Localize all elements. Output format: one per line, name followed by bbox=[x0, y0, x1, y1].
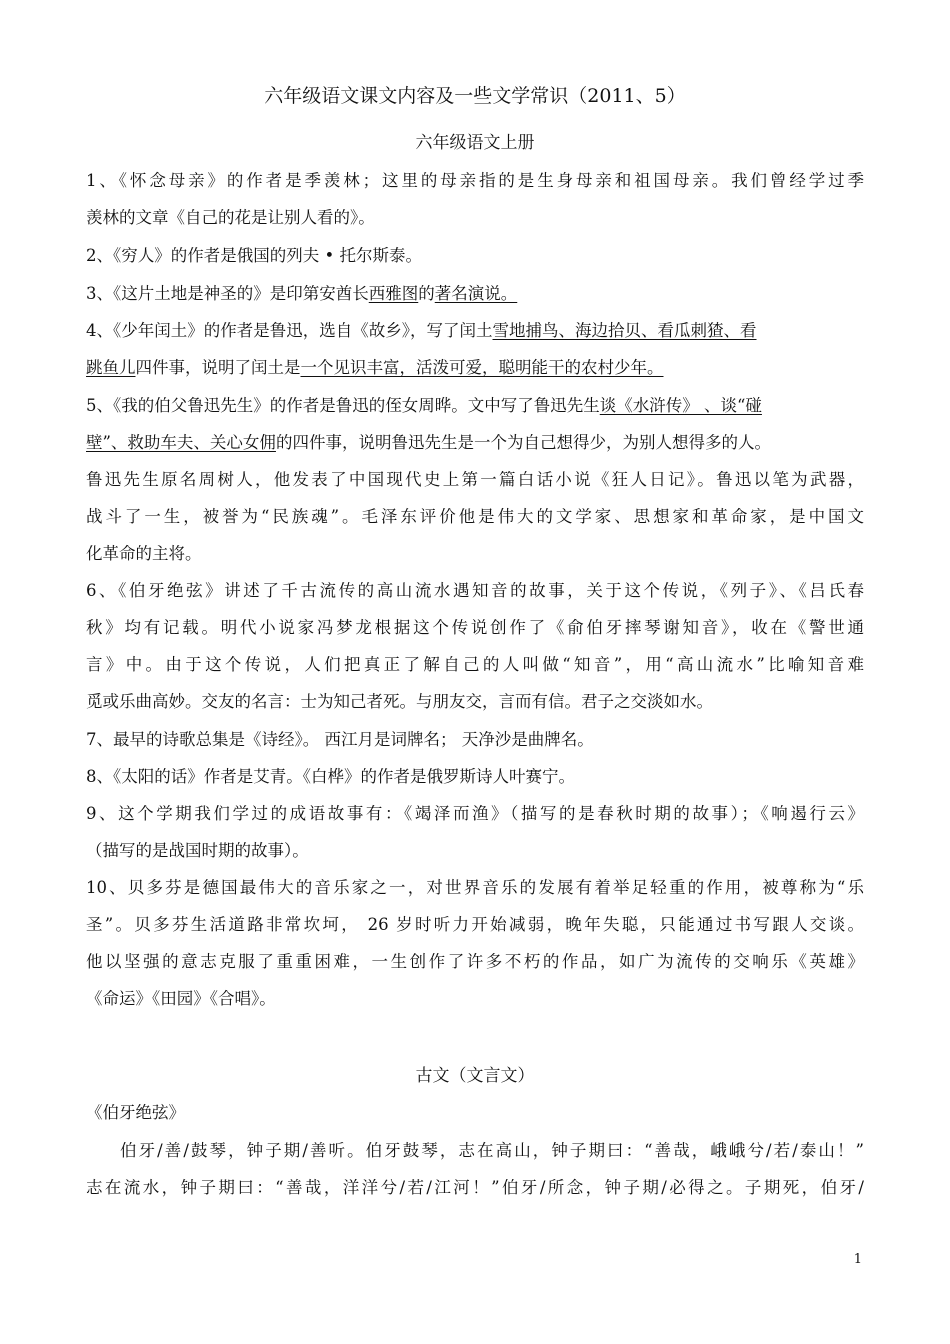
item-4-underlined-events-end: 跳鱼儿 bbox=[86, 358, 136, 377]
item-3-text-c: 的 bbox=[418, 284, 435, 303]
item-6-line-3: 言》中。由于这个传说，人们把真正了解自己的人叫做“知音”，用“高山流水”比喻知音难 bbox=[86, 655, 864, 674]
item-6-line-2: 秋》均有记载。明代小说家冯梦龙根据这个传说创作了《俞伯牙摔琴谢知音》，收在《警世通 bbox=[86, 618, 864, 637]
classical-text-line-1: 伯牙/善/鼓琴，钟子期/善听。伯牙鼓琴，志在高山，钟子期曰：“善哉，峨峨兮/若/泰山！” bbox=[120, 1141, 864, 1160]
item-9-line-1: 9、这个学期我们学过的成语故事有：《竭泽而渔》（描写的是春秋时期的故事）；《响遏行云》 bbox=[86, 804, 864, 823]
item-6-line-4: 觅或乐曲高妙。交友的名言：士为知己者死。与朋友交，言而有信。君子之交淡如水。 bbox=[86, 692, 713, 711]
item-7-line-1: 7、最早的诗歌总集是《诗经》。 西江月是词牌名； 天净沙是曲牌名。 bbox=[86, 730, 594, 749]
item-10-line-3: 他以坚强的意志克服了重重困难，一生创作了许多不朽的作品，如广为流传的交响乐《英雄》 bbox=[86, 952, 864, 971]
item-3-underlined-name: 西雅图 bbox=[368, 284, 419, 303]
item-4-text-a: 4、《少年闰土》的作者是鲁迅，选自《故乡》，写了闰土 bbox=[86, 321, 493, 340]
item-3-text-a: 3、《这片土地是神圣的》是印第安酋长 bbox=[86, 284, 369, 303]
item-3-line-1 bbox=[86, 283, 517, 305]
item-6-line-1: 6、《伯牙绝弦》讲述了千古流传的高山流水遇知音的故事，关于这个传说，《列子》、《吕氏春 bbox=[86, 581, 864, 600]
item-5-line-4: 战斗了一生，被誉为“民族魂”。毛泽东评价他是伟大的文学家、思想家和革命家，是中国文 bbox=[86, 507, 864, 526]
item-1-line-1: 1、《怀念母亲》的作者是季羡林；这里的母亲指的是生身母亲和祖国母亲。我们曾经学过季 bbox=[86, 171, 864, 190]
item-4-underlined-conclusion: 一个见识丰富，活泼可爱，聪明能干的农村少年。 bbox=[300, 358, 664, 377]
document-title: 六年级语文课文内容及一些文学常识（2011、5） bbox=[264, 85, 686, 107]
classical-section-heading: 古文（文言文） bbox=[415, 1066, 535, 1086]
item-4-line-1 bbox=[86, 320, 757, 342]
item-4-underlined-events: 雪地捕鸟、海边拾贝、看瓜刺猹、看 bbox=[492, 321, 757, 340]
item-4-line-2 bbox=[86, 357, 664, 379]
item-1-line-2: 羡林的文章《自己的花是让别人看的》。 bbox=[86, 208, 375, 227]
section-title: 六年级语文上册 bbox=[415, 133, 535, 153]
classical-work-title: 《伯牙绝弦》 bbox=[86, 1103, 185, 1122]
item-10-line-1: 10、贝多芬是德国最伟大的音乐家之一，对世界音乐的发展有着举足轻重的作用，被尊称为“乐 bbox=[86, 878, 864, 897]
item-3-underlined-speech: 著名演说。 bbox=[434, 284, 518, 303]
classical-text-line-2: 志在流水，钟子期曰：“善哉，洋洋兮/若/江河！”伯牙/所念，钟子期/必得之。子期死，伯牙/ bbox=[86, 1178, 864, 1197]
item-5-underlined-events: 谈《水浒传》 、谈“碰 bbox=[599, 396, 762, 415]
item-5-line-2 bbox=[86, 432, 771, 454]
item-5-text-b: 的四件事，说明鲁迅先生是一个为自己想得少，为别人想得多的人。 bbox=[275, 433, 771, 452]
page-number: 1 bbox=[853, 1252, 862, 1267]
item-8-line-1: 8、《太阳的话》作者是艾青。《白桦》的作者是俄罗斯诗人叶赛宁。 bbox=[86, 767, 575, 786]
item-10-line-4: 《命运》《田园》《合唱》。 bbox=[86, 989, 276, 1008]
item-10-line-2: 圣”。贝多芬生活道路非常坎坷， 26 岁时听力开始减弱，晚年失聪，只能通过书写跟人交谈。 bbox=[86, 915, 864, 934]
item-9-line-2: （描写的是战国时期的故事）。 bbox=[86, 841, 309, 860]
item-2-line-1: 2、《穷人》的作者是俄国的列夫 • 托尔斯泰。 bbox=[86, 246, 422, 265]
item-5-line-1 bbox=[86, 395, 762, 417]
item-4-text-b: 四件事，说明了闰土是 bbox=[135, 358, 301, 377]
item-5-text-a: 5、《我的伯父鲁迅先生》的作者是鲁迅的侄女周晔。文中写了鲁迅先生 bbox=[86, 396, 600, 415]
item-5-line-5: 化革命的主将。 bbox=[86, 544, 202, 563]
item-5-underlined-events-end: 壁”、救助车夫、关心女佣 bbox=[86, 433, 276, 452]
item-5-line-3: 鲁迅先生原名周树人，他发表了中国现代史上第一篇白话小说《狂人日记》。鲁迅以笔为武器， bbox=[86, 470, 864, 489]
